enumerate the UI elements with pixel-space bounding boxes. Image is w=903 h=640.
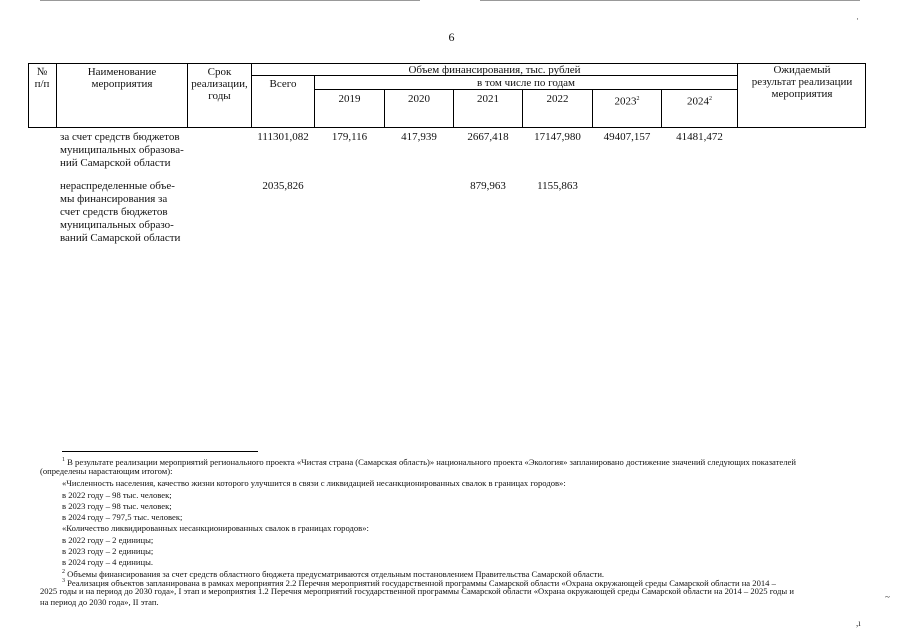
row-value-2021: 2667,418 [467,131,509,143]
header-term: Срок реализации, годы [191,66,248,102]
row-value-2020: 417,939 [401,131,437,143]
scan-speck: · [856,14,859,24]
footnote-text: В результате реализации мероприятий регионального проекта «Чистая страна (Самарская область)» национального проекта «Экология» запланировано достижение значений следующих показателей [67,456,796,467]
header-num: № п/п [34,66,50,90]
row-value-2021: 879,963 [470,180,506,192]
footnote-text: в 2024 году – 4 единицы. [62,557,154,567]
divider [314,89,737,90]
header-year-2024: 2024$^2$ [687,95,712,108]
footnote-line [62,535,870,546]
footnote-line [40,586,870,597]
footnote-line [40,597,870,608]
header-by-years: в том числе по годам [476,77,576,89]
row-total: 2035,826 [262,180,304,192]
footnote-mark: 2 [62,569,65,575]
footnote-text: в 2022 году – 98 тыс. человек; [62,490,172,500]
footnote-text: «Количество ликвидированных несанкционированных свалок в границах городов»: [62,523,369,533]
footnote-text: Реализация объектов запланирована в рамках мероприятия 2.2 Перечня мероприятий государственной программы Самарской области «Охрана окружающей среды Самарской области на 2014 – [67,577,776,588]
footnote-text: (определены нарастающим итогом): [40,466,173,476]
footnote-line [62,478,870,489]
footnote-text: «Численность населения, качество жизни которого улучшится в связи с ликвидацией несанкционированных свалок в границах городов»: [62,478,566,488]
header-result: Ожидаемый результат реализации мероприятия [751,64,853,100]
header-year-2019: 2019 [338,93,361,105]
footnote-text: в 2022 году – 2 единицы; [62,535,154,545]
header-name: Наименование мероприятия [87,66,157,90]
row-value-2022: 17147,980 [534,131,581,143]
header-year-2023: 2023$^2$ [614,95,640,108]
footnote-line [62,557,870,568]
footnote-line [62,523,870,534]
footnote-line [62,512,870,523]
header-year-2021: 2021 [477,93,499,105]
scan-edge-line [480,0,860,1]
footnote-rule [62,451,258,452]
footnote-mark: 3 [62,578,65,584]
row-value-2024: 41481,472 [676,131,723,143]
header-total: Всего [269,78,297,90]
footnote-text: в 2023 году – 98 тыс. человек; [62,501,172,511]
row-value-2023: 49407,157 [603,131,651,143]
header-year-2020: 2020 [408,93,430,105]
footnote-line [40,466,870,477]
footnote-text: Объемы финансирования за счет средств областного бюджета предусматриваются отдельным постановлением Правительства Самарской области. [67,568,605,579]
footnote-line [62,490,870,501]
page-number: 6 [448,30,455,44]
footnote-line [62,546,870,557]
row-name: за счет средств бюджетов муниципальных образова- ний Самарской области [60,131,184,169]
header-year-2022: 2022 [546,93,569,105]
row-name: нераспределенные объе- мы финансирования за счет средств бюджетов муниципальных образо- ваний Самарской области [60,180,181,244]
scan-edge-line [40,0,420,1]
footnote-text: в 2023 году – 2 единицы; [62,546,154,556]
row-total: 111301,082 [257,131,309,143]
header-funding: Объем финансирования, тыс. рублей [408,64,581,76]
scan-speck: ,ı [856,618,861,628]
footnote-text: в 2024 году – 797,5 тыс. человек; [62,512,183,522]
row-value-2022: 1155,863 [537,180,578,192]
footnote-mark: 1 [62,457,65,463]
footnote-text: 2025 годы и на период до 2030 года», I этап и мероприятия 1.2 Перечня мероприятий государственной программы Самарской области «Охрана окружающей среды Самарской области на 2014 – 2025 годы и [40,586,794,596]
footnote-line [62,501,870,512]
row-value-2019: 179,116 [331,131,368,143]
footnote-text: на период до 2030 года», II этап. [40,597,159,607]
scan-speck: ~ [885,592,890,602]
